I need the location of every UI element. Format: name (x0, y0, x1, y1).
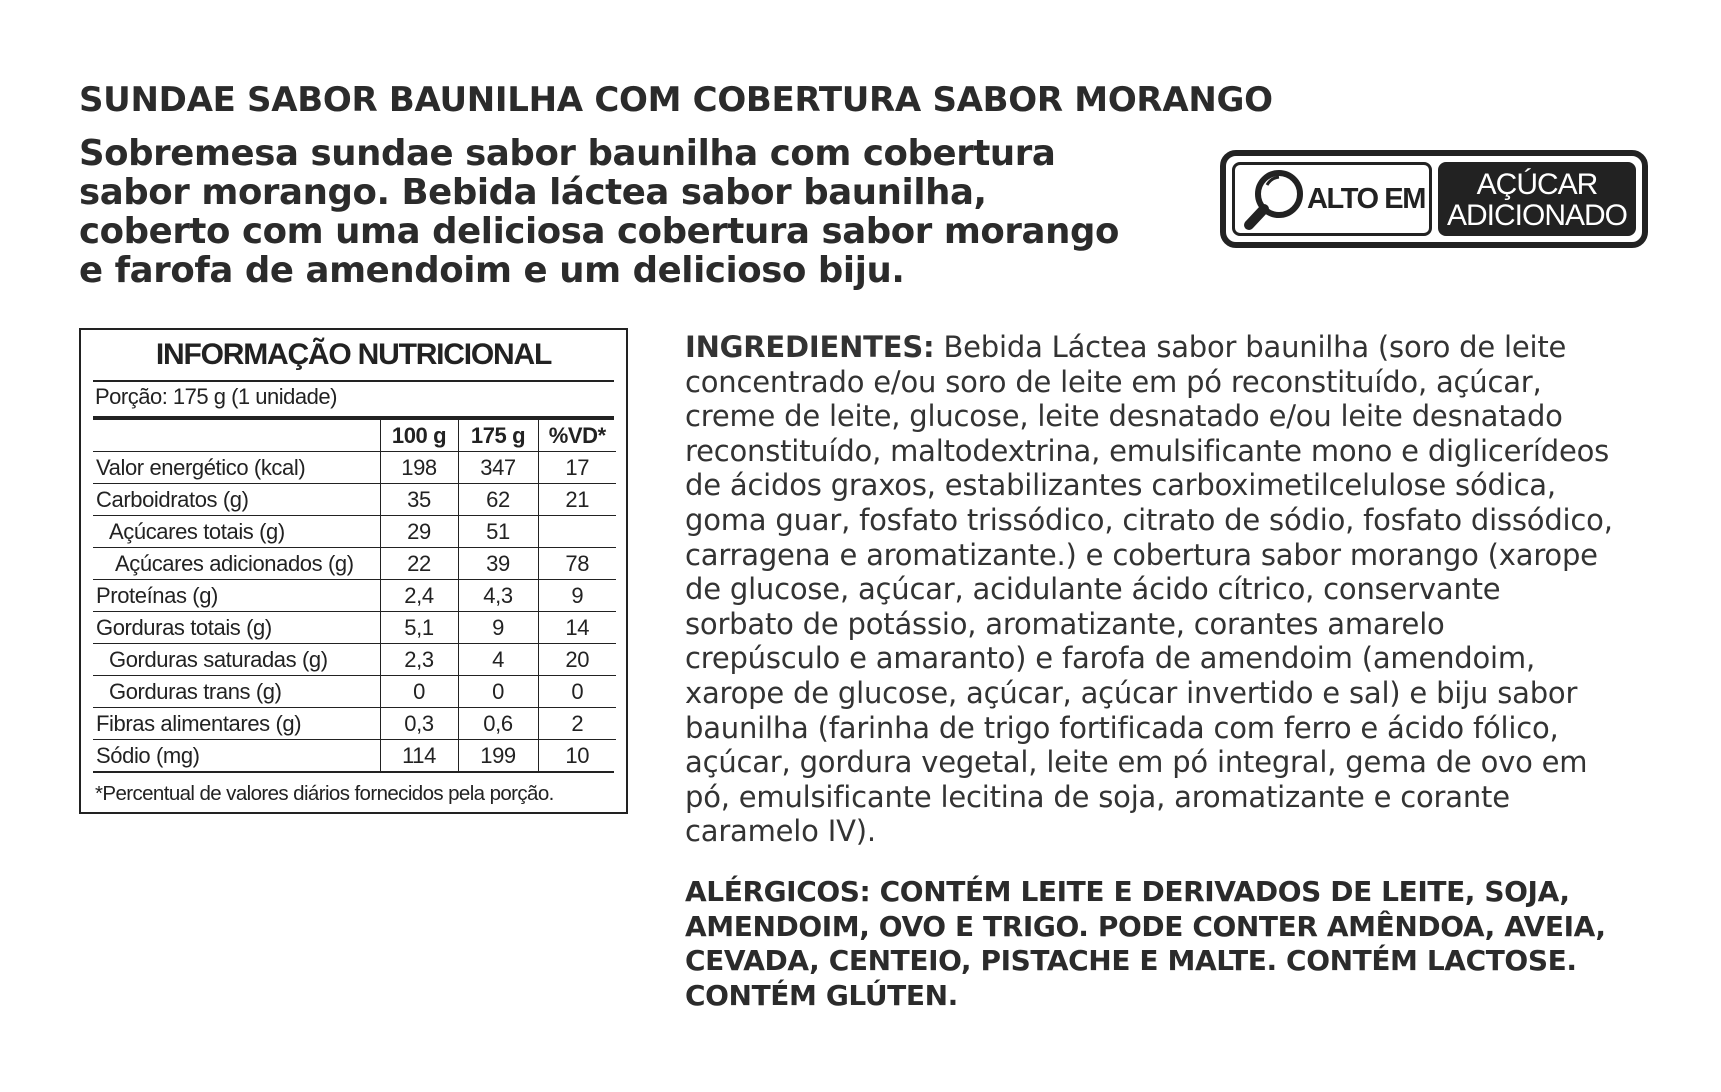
column-header: 100 g (380, 420, 458, 452)
value-175g: 347 (458, 452, 538, 484)
product-description (79, 134, 1169, 290)
ingredients-line: de glucose, açúcar, acidulante ácido cítrico, conservante (685, 572, 1501, 607)
row-label: Gorduras trans (g) (93, 676, 380, 708)
row-label: Proteínas (g) (93, 580, 380, 612)
value-100g: 22 (380, 548, 458, 580)
column-header (93, 420, 380, 452)
allergens-warning (685, 875, 1685, 1013)
value-175g: 51 (458, 516, 538, 548)
table-row (93, 484, 616, 516)
ingredients-line: xarope de glucose, açúcar, açúcar invertido e sal) e biju sabor (685, 675, 1578, 710)
row-label: Sódio (mg) (96, 742, 200, 768)
value-175g: 62 (458, 484, 538, 516)
table-header-row (93, 420, 616, 452)
description-line: Sobremesa sundae sabor baunilha com cobertura (79, 133, 1056, 174)
table-row (93, 516, 616, 548)
table-row (93, 676, 616, 708)
ingredients-line: caramelo IV). (685, 814, 876, 849)
table-row (93, 580, 616, 612)
seal-nutrient-panel (1438, 162, 1636, 236)
description-line: e farofa de amendoim e um delicioso biju. (79, 250, 905, 291)
row-label: Valor energético (kcal) (93, 452, 380, 484)
table-row (93, 452, 616, 484)
value-vd: 21 (538, 484, 616, 516)
value-vd: 10 (538, 740, 616, 772)
ingredients-line: crepúsculo e amaranto) e farofa de amendoim (amendoim, (685, 641, 1535, 676)
row-label: Carboidratos (g) (93, 484, 380, 516)
value-100g: 2,4 (380, 580, 458, 612)
description-line: sabor morango. Bebida láctea sabor baunilha, (79, 172, 987, 213)
value-175g: 9 (458, 612, 538, 644)
row-label: Açúcares totais (g) (93, 516, 380, 548)
value-100g: 2,3 (380, 644, 458, 676)
nutrition-title: INFORMAÇÃO NUTRICIONAL (155, 338, 552, 371)
value-vd (538, 516, 616, 548)
value-100g: 198 (380, 452, 458, 484)
ingredients-line (685, 330, 1685, 365)
value-100g: 114 (380, 740, 458, 772)
value-175g: 0,6 (458, 708, 538, 740)
value-175g: 39 (458, 548, 538, 580)
table-row (93, 740, 616, 772)
ingredients-line: goma guar, fosfato trissódico, citrato de sódio, fosfato dissódico, (685, 502, 1613, 537)
row-label: Fibras alimentares (g) (93, 708, 380, 740)
ingredients-list (685, 330, 1685, 849)
nutrition-values-table (93, 420, 616, 771)
ingredients-line: pó, emulsificante lecitina de soja, aromatizante e corante (685, 779, 1510, 814)
product-title: SUNDAE SABOR BAUNILHA COM COBERTURA SABOR MORANGO (79, 80, 1273, 120)
value-vd: 14 (538, 612, 616, 644)
ingredients-line: açúcar, gordura vegetal, leite em pó integral, gema de ovo em (685, 745, 1588, 780)
ingredients-line: reconstituído, maltodextrina, emulsificante mono e diglicerídeos (685, 433, 1610, 468)
value-175g: 4,3 (458, 580, 538, 612)
divider (93, 771, 614, 773)
table-row (93, 548, 616, 580)
high-sugar-warning-seal (1220, 150, 1648, 248)
nutrition-facts-table (79, 328, 628, 814)
allergens-line: CONTÉM GLÚTEN. (685, 978, 958, 1012)
value-175g: 4 (458, 644, 538, 676)
ingredients-text: Bebida Láctea sabor baunilha (soro de leite (934, 330, 1567, 364)
value-vd: 20 (538, 644, 616, 676)
value-vd: 9 (538, 580, 616, 612)
seal-nutrient-line: AÇÚCAR (1476, 168, 1598, 201)
value-100g: 35 (380, 484, 458, 516)
row-label: Açúcares adicionados (g) (93, 548, 380, 580)
value-175g: 199 (458, 740, 538, 772)
ingredients-line: de ácidos graxos, estabilizantes carboximetilcelulose sódica, (685, 468, 1556, 503)
value-100g: 5,1 (380, 612, 458, 644)
row-label: Gorduras saturadas (g) (93, 644, 380, 676)
column-header: %VD* (538, 420, 616, 452)
ingredients-line: creme de leite, glucose, leite desnatado e/ou leite desnatado (685, 399, 1563, 434)
seal-alto-em-label: ALTO EM (1307, 183, 1426, 215)
ingredients-label: INGREDIENTES: (685, 330, 935, 364)
seal-nutrient-line: ADICIONADO (1446, 199, 1628, 232)
nutrition-portion: Porção: 175 g (1 unidade) (95, 384, 337, 409)
description-line: coberto com uma deliciosa cobertura sabor morango (79, 211, 1119, 252)
divider (93, 380, 614, 382)
value-vd: 0 (538, 676, 616, 708)
value-vd: 2 (538, 708, 616, 740)
table-row (93, 708, 616, 740)
table-row (93, 612, 616, 644)
value-vd: 78 (538, 548, 616, 580)
ingredients-line: baunilha (farinha de trigo fortificada com ferro e ácido fólico, (685, 710, 1559, 745)
magnifier-icon (1241, 167, 1311, 233)
value-175g: 0 (458, 676, 538, 708)
table-row (93, 644, 616, 676)
nutrition-footnote: *Percentual de valores diários fornecidos pela porção. (95, 782, 554, 805)
ingredients-line: sorbato de potássio, aromatizante, corantes amarelo (685, 606, 1445, 641)
value-100g: 29 (380, 516, 458, 548)
allergens-line: CEVADA, CENTEIO, PISTACHE E MALTE. CONTÉM LACTOSE. (685, 944, 1577, 978)
allergens-line: AMENDOIM, OVO E TRIGO. PODE CONTER AMÊNDOA, AVEIA, (685, 909, 1606, 943)
row-label: Gorduras totais (g) (93, 612, 380, 644)
ingredients-line: concentrado e/ou soro de leite em pó reconstituído, açúcar, (685, 364, 1542, 399)
value-vd: 17 (538, 452, 616, 484)
column-header: 175 g (458, 420, 538, 452)
value-100g: 0 (380, 676, 458, 708)
ingredients-line: carragena e aromatizante.) e cobertura sabor morango (xarope (685, 537, 1598, 572)
value-100g: 0,3 (380, 708, 458, 740)
allergens-line: ALÉRGICOS: CONTÉM LEITE E DERIVADOS DE LEITE, SOJA, (685, 875, 1570, 908)
seal-alto-em-panel (1232, 162, 1432, 236)
